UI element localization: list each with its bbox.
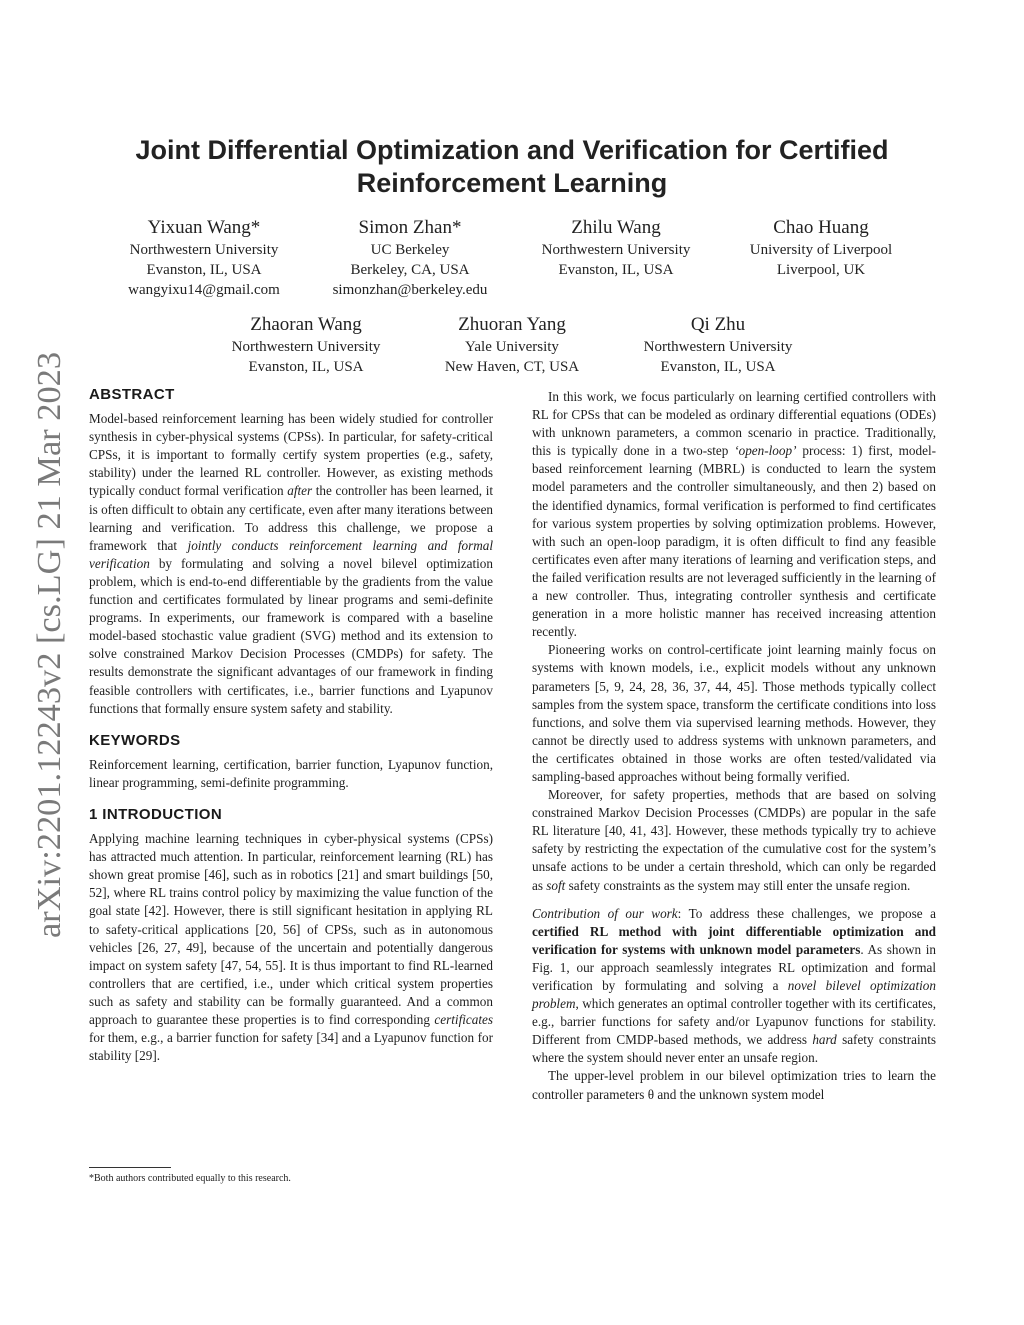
author-email[interactable]: wangyixu14@gmail.com — [128, 282, 280, 298]
abstract-part: by formulating and solving a novel bilevel optimization problem, which is end-to-end differentiable by the gradients from the value function and certificates formulated by linear programs and semi-definite programs. In experiments, our framework is compared with a baseline model-based stochastic value gradient (SVG) method and its extension to solve constrained Markov Decision Processes (CMDPs) for safety. The results demonstrate the significant advantages of our framework in finding feasible controllers with certificates, i.e., barrier functions and Lyapunov functions that formally ensure system safety and stability. — [89, 555, 493, 716]
contribution-label: Contribution of our work — [532, 905, 678, 921]
abstract-emphasis: jointly conducts reinforcement learning and formal verification — [89, 537, 493, 571]
body-part: . As shown in Fig. 1, our approach seamlessly integrates RL optimization and formal verification by formulating and solving a — [532, 941, 936, 993]
contribution-paragraph — [532, 905, 936, 1068]
abstract-text — [89, 410, 493, 718]
author-name: Chao Huang — [773, 217, 869, 238]
body-emphasis: soft — [546, 877, 566, 893]
contribution-bold: certified RL method with joint differentiable optimization and verification for systems with unknown model parameters — [532, 923, 936, 957]
author-affiliation: Yale University — [465, 339, 559, 355]
author-location: Evanston, IL, USA — [146, 262, 262, 278]
arxiv-id-text: arXiv:2201.12243v2 [cs.LG] 21 Mar 2023 — [31, 358, 68, 938]
author-affiliation: Northwestern University — [643, 339, 793, 355]
author-email[interactable]: simonzhan@berkeley.edu — [332, 282, 488, 298]
author-location: Evanston, IL, USA — [248, 359, 364, 375]
author-name: Yixuan Wang* — [147, 217, 261, 238]
body-part: In this work, we focus particularly on learning certified controllers with RL for CPSs that can be modeled as ordinary differential equations (ODEs) with unknown parameters, a common scenario in practice. Traditionally, this is typically done in a two-step — [532, 389, 936, 459]
body-part: : To address these challenges, we propose a — [677, 905, 936, 921]
author-block — [412, 313, 612, 377]
body-paragraph — [532, 786, 936, 895]
abstract-part: the controller has been learned, it is often difficult to obtain any certificate, even after many iterations between learning and verification. To address this challenge, we propose a framework that — [89, 483, 494, 553]
left-column — [89, 386, 493, 1065]
intro-emphasis: certificates — [434, 1012, 494, 1027]
intro-part: for them, e.g., a barrier function for safety [34] and a Lyapunov function for stability [29]. — [89, 1030, 493, 1064]
author-block — [104, 216, 304, 300]
introduction-text — [89, 830, 493, 1065]
body-paragraph: The upper-level problem in our bilevel optimization tries to learn the controller parameters θ and the unknown system model — [532, 1068, 936, 1102]
title-line-2: Reinforcement Learning — [356, 168, 668, 198]
author-location: Berkeley, CA, USA — [350, 262, 470, 278]
keywords-text: Reinforcement learning, certification, barrier function, Lyapunov function, linear programming, semi-definite programming. — [89, 756, 493, 790]
footnote: *Both authors contributed equally to this research. — [89, 1173, 291, 1184]
author-block — [618, 313, 818, 377]
author-block — [516, 216, 716, 280]
author-block — [206, 313, 406, 377]
author-name: Simon Zhan* — [358, 217, 462, 238]
author-location: New Haven, CT, USA — [444, 359, 580, 375]
author-block — [310, 216, 510, 300]
author-name: Zhuoran Yang — [458, 314, 566, 335]
keywords-heading: KEYWORDS — [89, 731, 181, 749]
body-paragraph — [532, 388, 936, 641]
author-location: Evanston, IL, USA — [660, 359, 776, 375]
body-part: safety constraints where the system should never enter an unsafe region. — [532, 1032, 936, 1066]
arxiv-identifier — [20, 350, 72, 940]
body-part: safety constraints as the system may still enter the unsafe region. — [568, 877, 911, 893]
abstract-heading: ABSTRACT — [89, 386, 175, 403]
abstract-emphasis: after — [287, 483, 313, 499]
author-affiliation: Northwestern University — [231, 339, 381, 355]
author-affiliation: University of Liverpool — [749, 242, 893, 258]
author-name: Qi Zhu — [690, 314, 746, 335]
body-emphasis: ‘open-loop’ — [734, 443, 797, 459]
body-emphasis: hard — [812, 1032, 837, 1048]
body-emphasis: novel bilevel optimization problem — [532, 978, 936, 1012]
body-part: Moreover, for safety properties, methods that are based on solving constrained Markov Decision Processes (CMDPs) are popular in the safe RL literature [40, 41, 43]. However, these methods typically try to achieve safety by restricting the expectation of the cumulative cost for the system’s unsafe actions to be under a certain threshold, which can only be regarded as — [532, 787, 936, 893]
author-name: Zhaoran Wang — [250, 314, 362, 335]
author-location: Liverpool, UK — [776, 262, 866, 278]
title-line-1: Joint Differential Optimization and Verification for Certified — [135, 135, 889, 165]
paper-title — [100, 134, 924, 200]
body-paragraph: Pioneering works on control-certificate joint learning mainly focus on systems with known models, i.e., explicit models without any unknown parameters [5, 9, 24, 28, 36, 37, 44, 45]. Those methods typically collect samples from the system space, transform the certificate conditions into loss functions, and solve them via supervised learning methods. However, they cannot be directly used to address systems with unknown parameters, and the certificates obtained in those works are often tested/validated via sampling-based approaches without being formally verified. — [532, 642, 936, 784]
body-part: process: 1) first, model-based reinforcement learning (MBRL) is conducted to learn the system model parameters and the controller simultaneously, and then 2) based on the identified dynamics, formal verification is performed to find certificates for various system properties by solving optimization problems. However, with such an open-loop paradigm, it is often difficult to find any feasible certificates even after many iterations of learning and verification steps, and the failed verification results are not leveraged sufficiently in the learning of a new controller. Thus, integrating controller synthesis and certificate generation in a more holistic manner has received increasing attention recently. — [532, 443, 937, 640]
abstract-part: Model-based reinforcement learning has been widely studied for controller synthesis in cyber-physical systems (CPSs). In particular, for safety-critical CPSs, it is important to formally certify system properties (e.g., safety, stability) under the learned RL controller. However, as existing methods typically conduct formal verification — [89, 411, 493, 499]
introduction-heading: 1 INTRODUCTION — [89, 805, 223, 823]
right-column — [532, 388, 936, 1104]
author-location: Evanston, IL, USA — [558, 262, 674, 278]
intro-part: Applying machine learning techniques in cyber-physical systems (CPSs) has attracted much attention. In particular, reinforcement learning (RL) has shown great promise [46], such as in robotics [21] and smart buildings [50, 52], where RL trains control policy by maximizing the value function of the goal state [42]. However, there is still significant hesitation in applying RL to safety-critical applications [20, 56] of CPSs, such as in autonomous vehicles [26, 27, 49], because of the uncertain and potentially dangerous impact on system safety [47, 54, 55]. It is thus important to find RL-learned controllers that are certified, i.e., under which critical system properties such as safety and stability can be formally guaranteed. And a common approach to guarantee these properties is to find corresponding — [89, 831, 493, 1027]
footnote-divider — [89, 1167, 171, 1168]
body-part: , which generates an optimal controller together with its certificates, e.g., barrier functions for safety and/or Lyapunov functions for stability. Different from CMDP-based methods, we address — [532, 996, 936, 1048]
author-affiliation: Northwestern University — [129, 242, 279, 258]
author-affiliation: UC Berkeley — [370, 242, 450, 258]
author-block — [721, 216, 921, 280]
author-affiliation: Northwestern University — [541, 242, 691, 258]
author-name: Zhilu Wang — [571, 217, 661, 238]
